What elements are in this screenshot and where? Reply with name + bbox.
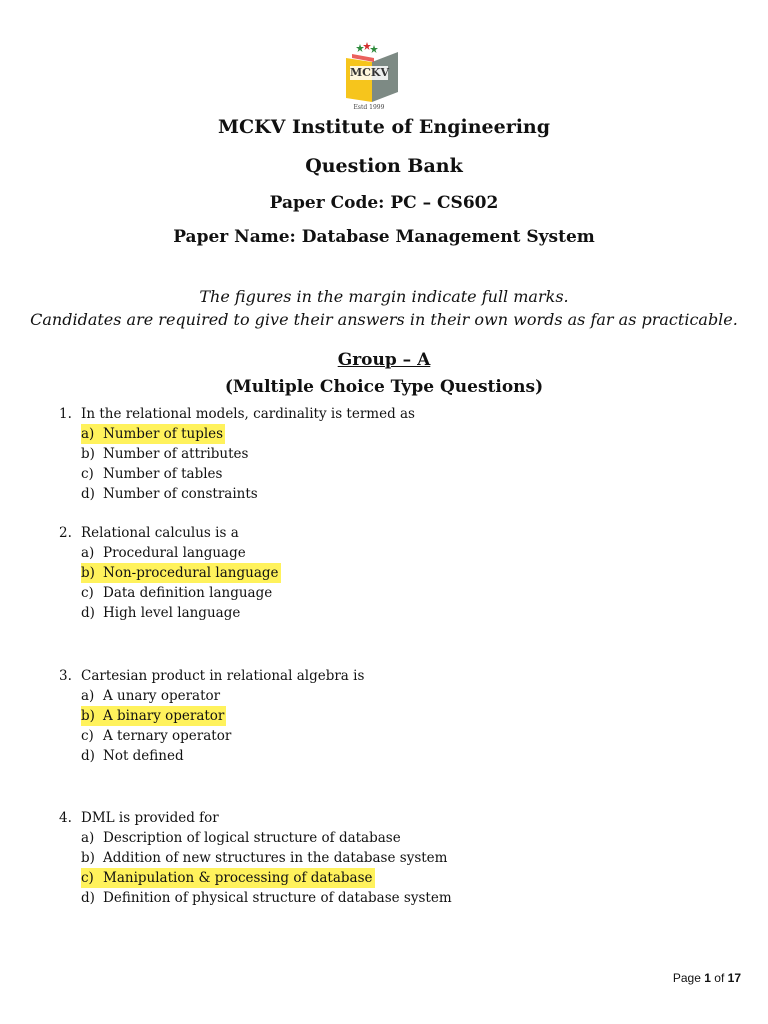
option-letter: c) xyxy=(81,870,94,886)
question-item xyxy=(59,808,454,908)
answer-option xyxy=(59,543,281,563)
answer-option xyxy=(59,686,364,706)
option-text: A binary operator xyxy=(103,708,225,724)
answer-option xyxy=(59,464,415,484)
question-number: 1. xyxy=(59,406,72,422)
answer-option xyxy=(59,848,454,868)
question-text: In the relational models, cardinality is termed as xyxy=(81,406,415,422)
logo-text: MCKV xyxy=(350,66,390,79)
answer-option xyxy=(59,888,454,908)
question-item xyxy=(59,523,281,623)
document-title: Question Bank xyxy=(305,155,463,177)
option-text: Not defined xyxy=(103,748,184,764)
option-letter: d) xyxy=(81,486,95,502)
option-letter: d) xyxy=(81,748,95,764)
option-letter: a) xyxy=(81,545,95,561)
question-stem xyxy=(59,808,454,828)
option-box xyxy=(81,746,186,766)
of-word: of xyxy=(714,971,725,985)
option-letter: a) xyxy=(81,688,95,704)
answer-option xyxy=(59,828,454,848)
question-number: 4. xyxy=(59,810,72,826)
question-text: DML is provided for xyxy=(81,810,219,826)
option-box xyxy=(81,444,250,464)
question-item xyxy=(59,666,364,766)
option-letter: b) xyxy=(81,708,95,724)
question-text: Cartesian product in relational algebra is xyxy=(81,668,365,684)
option-box xyxy=(81,726,233,746)
option-text: A ternary operator xyxy=(103,728,232,744)
option-text: Number of tables xyxy=(103,466,223,482)
institute-name: MCKV Institute of Engineering xyxy=(217,116,551,138)
answer-option-correct xyxy=(59,563,281,583)
option-box xyxy=(81,686,222,706)
answer-option xyxy=(59,583,281,603)
option-text: Data definition language xyxy=(103,585,273,601)
option-box xyxy=(81,484,260,504)
option-letter: b) xyxy=(81,446,95,462)
option-text: Number of tuples xyxy=(103,426,224,442)
option-box xyxy=(81,583,274,603)
option-text: Manipulation & processing of database xyxy=(103,870,373,886)
question-item xyxy=(59,404,415,504)
option-text: Number of attributes xyxy=(103,446,249,462)
option-text: Description of logical structure of database xyxy=(103,830,401,846)
answer-option-correct xyxy=(59,706,364,726)
page-footer xyxy=(673,971,741,985)
question-stem xyxy=(59,523,281,543)
question-stem xyxy=(59,404,415,424)
instruction-line-1: The figures in the margin indicate full marks. xyxy=(199,287,569,306)
answer-option-correct xyxy=(59,868,454,888)
option-letter: d) xyxy=(81,605,95,621)
option-text: Number of constraints xyxy=(103,486,258,502)
answer-option xyxy=(59,603,281,623)
page-number: 1 xyxy=(704,971,711,985)
option-box xyxy=(81,868,375,888)
option-box xyxy=(81,464,224,484)
option-box xyxy=(81,603,242,623)
option-text: Definition of physical structure of database system xyxy=(103,890,452,906)
paper-code: Paper Code: PC – CS602 xyxy=(269,193,499,213)
option-letter: a) xyxy=(81,426,95,442)
option-letter: b) xyxy=(81,850,95,866)
answer-option xyxy=(59,726,364,746)
option-text: A unary operator xyxy=(103,688,221,704)
option-box xyxy=(81,424,225,444)
option-text: Non-procedural language xyxy=(103,565,279,581)
question-text: Relational calculus is a xyxy=(81,525,239,541)
option-letter: a) xyxy=(81,830,95,846)
option-box xyxy=(81,848,449,868)
option-box xyxy=(81,563,281,583)
option-box xyxy=(81,828,403,848)
question-number: 2. xyxy=(59,525,72,541)
option-box xyxy=(81,706,226,726)
page-total: 17 xyxy=(727,971,741,985)
section-type: (Multiple Choice Type Questions) xyxy=(224,377,544,397)
option-text: Procedural language xyxy=(103,545,246,561)
option-text: High level language xyxy=(103,605,241,621)
institute-logo xyxy=(332,40,406,114)
option-letter: d) xyxy=(81,890,95,906)
question-number: 3. xyxy=(59,668,72,684)
option-text: Addition of new structures in the database system xyxy=(103,850,448,866)
answer-option-correct xyxy=(59,424,415,444)
paper-name: Paper Name: Database Management System xyxy=(173,227,595,247)
instruction-line-2: Candidates are required to give their answers in their own words as far as practicable. xyxy=(30,310,738,329)
answer-option xyxy=(59,444,415,464)
answer-option xyxy=(59,746,364,766)
option-letter: c) xyxy=(81,728,94,744)
option-box xyxy=(81,888,454,908)
option-letter: c) xyxy=(81,585,94,601)
option-letter: b) xyxy=(81,565,95,581)
option-letter: c) xyxy=(81,466,94,482)
logo-tagline: Estd 1999 xyxy=(353,104,385,111)
page-word: Page xyxy=(672,971,701,985)
option-box xyxy=(81,543,248,563)
answer-option xyxy=(59,484,415,504)
question-stem xyxy=(59,666,364,686)
group-heading: Group – A xyxy=(337,350,431,370)
